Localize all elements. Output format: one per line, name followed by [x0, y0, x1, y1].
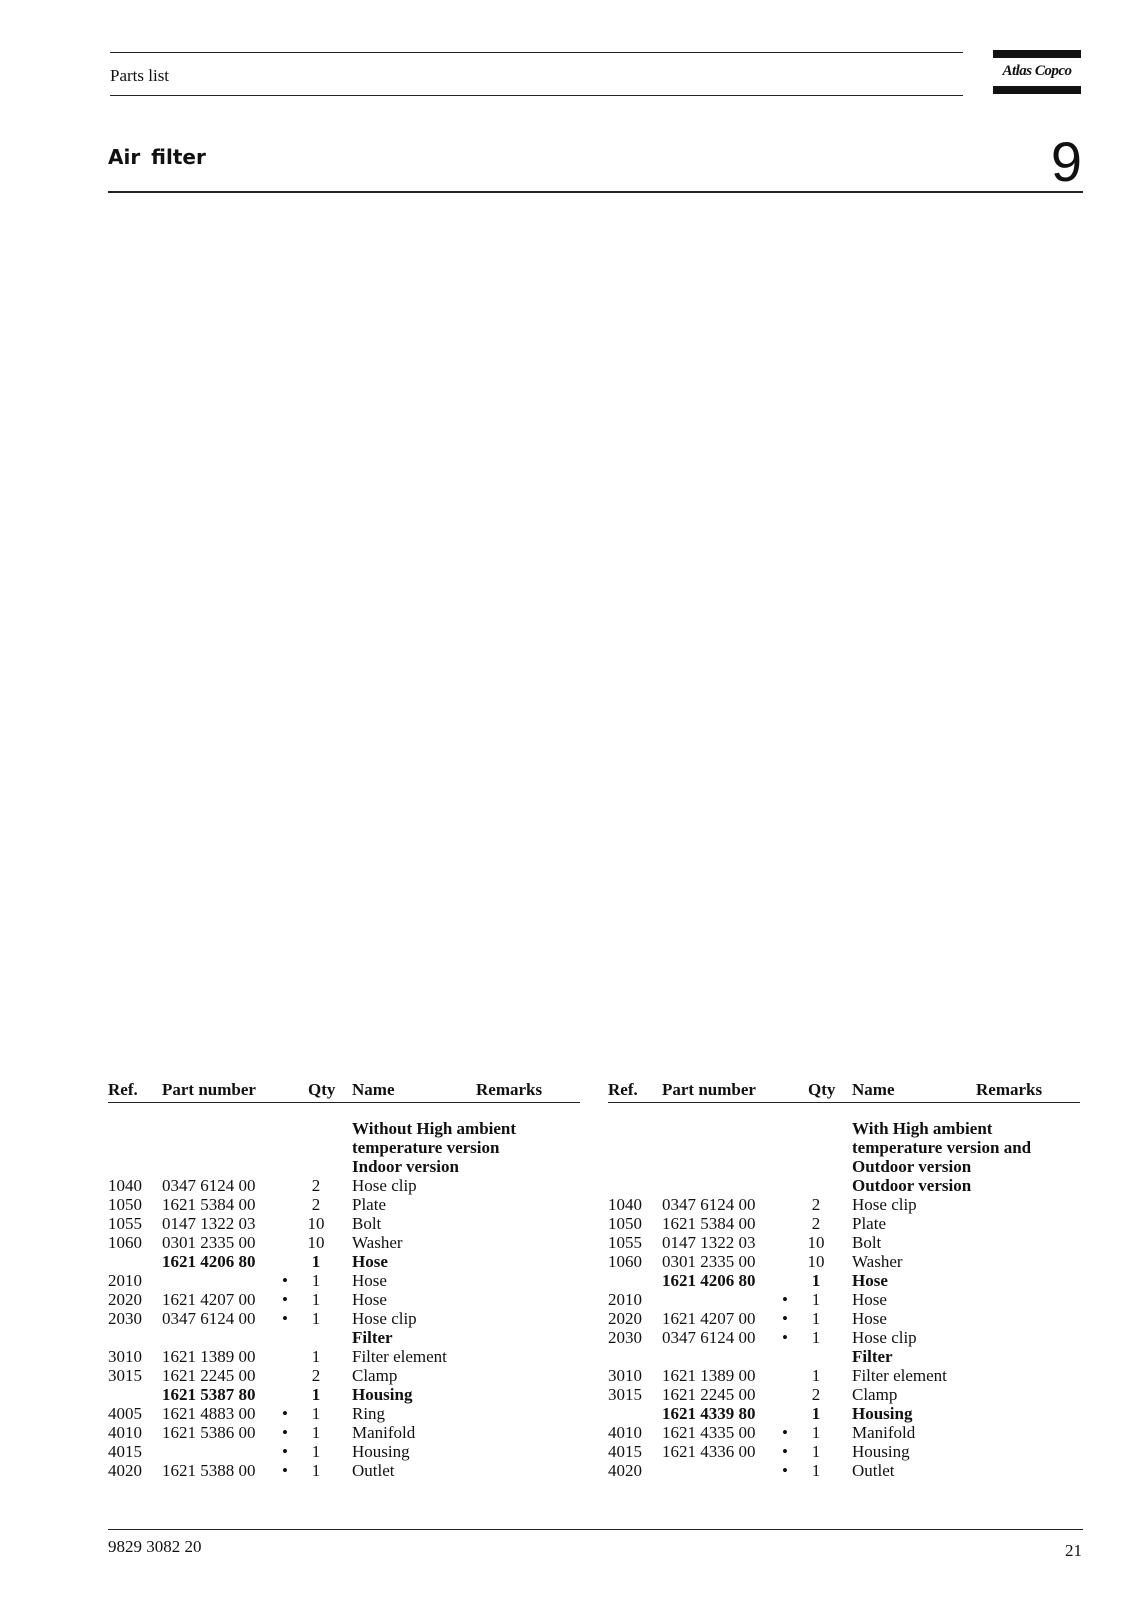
row-qty: 2	[311, 1176, 321, 1195]
parts-table-right	[608, 1080, 1080, 1480]
table-row	[608, 1138, 1080, 1157]
table-row	[608, 1252, 1080, 1271]
table-row	[108, 1366, 580, 1385]
header-bottom-rule	[110, 95, 963, 96]
table-header	[108, 1080, 580, 1103]
row-name: Plate	[852, 1214, 886, 1233]
row-part-number: 1621 4335 00	[662, 1423, 756, 1442]
table-row	[608, 1423, 1080, 1442]
row-ref: 2030	[108, 1309, 142, 1328]
row-qty: 1	[811, 1290, 821, 1309]
row-part-number: 1621 5384 00	[662, 1214, 756, 1233]
row-part-number: 1621 4339 80	[662, 1404, 756, 1423]
table-row	[108, 1461, 580, 1480]
row-name: Manifold	[352, 1423, 416, 1442]
table-row	[108, 1328, 580, 1347]
row-ref: 4005	[108, 1404, 142, 1423]
table-row	[608, 1214, 1080, 1233]
row-qty: 1	[811, 1271, 821, 1290]
row-part-number: 0301 2335 00	[662, 1252, 756, 1271]
col-remarks-header: Remarks	[476, 1080, 543, 1099]
row-qty: 1	[311, 1271, 321, 1290]
row-name: Plate	[352, 1195, 386, 1214]
row-part-number: 1621 4207 00	[162, 1290, 256, 1309]
row-part-number: 0347 6124 00	[162, 1309, 256, 1328]
row-name: Hose clip	[352, 1309, 417, 1328]
row-name: Hose clip	[852, 1195, 917, 1214]
row-bullet: •	[282, 1442, 288, 1461]
row-qty: 1	[811, 1328, 821, 1347]
row-qty: 2	[311, 1195, 321, 1214]
table-header	[608, 1080, 1080, 1103]
col-name-header: Name	[852, 1080, 895, 1099]
row-qty: 1	[811, 1423, 821, 1442]
row-ref: 2010	[108, 1271, 142, 1290]
row-qty: 2	[811, 1214, 821, 1233]
row-ref: 1055	[108, 1214, 142, 1233]
parts-table-left	[108, 1080, 580, 1480]
row-ref: 3015	[608, 1385, 642, 1404]
table-row	[108, 1309, 580, 1328]
row-name: Hose	[852, 1309, 887, 1328]
row-bullet: •	[782, 1328, 788, 1347]
row-name: Hose clip	[352, 1176, 417, 1195]
table-row	[608, 1404, 1080, 1423]
row-name: Clamp	[852, 1385, 898, 1404]
row-bullet: •	[282, 1404, 288, 1423]
row-qty: 1	[811, 1366, 821, 1385]
table-row	[108, 1385, 580, 1404]
row-name: Manifold	[852, 1423, 916, 1442]
col-qty-header: Qty	[808, 1080, 836, 1099]
row-part-number: 1621 5388 00	[162, 1461, 256, 1480]
table-row	[608, 1271, 1080, 1290]
col-name-header: Name	[352, 1080, 395, 1099]
row-ref: 1040	[608, 1195, 642, 1214]
row-name: Washer	[352, 1233, 403, 1252]
table-row	[108, 1233, 580, 1252]
row-qty: 1	[311, 1442, 321, 1461]
row-ref: 2030	[608, 1328, 642, 1347]
table-row	[108, 1138, 580, 1157]
table-row	[608, 1442, 1080, 1461]
col-part-number-header: Part number	[662, 1080, 756, 1099]
row-part-number: 1621 2245 00	[162, 1366, 256, 1385]
row-name: Bolt	[352, 1214, 382, 1233]
table-row	[608, 1461, 1080, 1480]
row-bullet: •	[782, 1290, 788, 1309]
table-row	[608, 1328, 1080, 1347]
row-ref: 1050	[108, 1195, 142, 1214]
table-row	[608, 1309, 1080, 1328]
row-qty: 1	[311, 1461, 321, 1480]
row-name: With High ambient	[852, 1119, 993, 1138]
row-qty: 2	[811, 1195, 821, 1214]
row-ref: 1050	[608, 1214, 642, 1233]
table-row	[108, 1195, 580, 1214]
row-name: Hose	[352, 1271, 387, 1290]
row-name: Hose	[852, 1271, 888, 1290]
row-qty: 1	[811, 1404, 821, 1423]
col-part-number-header: Part number	[162, 1080, 256, 1099]
table-row	[608, 1347, 1080, 1366]
row-name: temperature version	[352, 1138, 500, 1157]
col-qty-header: Qty	[308, 1080, 336, 1099]
row-ref: 1060	[608, 1252, 642, 1271]
row-ref: 1040	[108, 1176, 142, 1195]
row-qty: 10	[307, 1214, 325, 1233]
row-part-number: 0147 1322 03	[662, 1233, 756, 1252]
row-qty: 1	[311, 1347, 321, 1366]
row-qty: 2	[311, 1366, 321, 1385]
row-bullet: •	[782, 1461, 788, 1480]
logo-text: Atlas Copco	[1002, 63, 1072, 79]
row-part-number: 0147 1322 03	[162, 1214, 256, 1233]
row-bullet: •	[282, 1423, 288, 1442]
logo-bar-top	[993, 50, 1081, 58]
row-name: Washer	[852, 1252, 903, 1271]
page-title: Air filter	[108, 145, 206, 169]
table-row	[108, 1347, 580, 1366]
row-bullet: •	[282, 1461, 288, 1480]
row-name: Outdoor version	[852, 1157, 972, 1176]
col-ref-header: Ref.	[108, 1080, 138, 1099]
table-row	[108, 1119, 580, 1138]
row-name: Hose clip	[852, 1328, 917, 1347]
row-part-number: 1621 1389 00	[162, 1347, 256, 1366]
table-row	[108, 1423, 580, 1442]
row-qty: 1	[311, 1252, 321, 1271]
row-ref: 4020	[608, 1461, 642, 1480]
row-part-number: 1621 5387 80	[162, 1385, 256, 1404]
atlas-copco-logo	[993, 50, 1081, 94]
row-name: Hose	[352, 1252, 388, 1271]
row-qty: 1	[311, 1290, 321, 1309]
row-part-number: 1621 4207 00	[662, 1309, 756, 1328]
logo-bar-bottom	[993, 86, 1081, 94]
row-part-number: 0347 6124 00	[162, 1176, 256, 1195]
table-row	[108, 1176, 580, 1195]
row-bullet: •	[282, 1290, 288, 1309]
table-row	[608, 1290, 1080, 1309]
row-name: Outdoor version	[852, 1176, 972, 1195]
row-name: Filter	[852, 1347, 893, 1366]
row-ref: 4010	[608, 1423, 642, 1442]
section-label: Parts list	[110, 66, 170, 85]
table-row	[608, 1119, 1080, 1138]
row-ref: 2010	[608, 1290, 642, 1309]
row-name: Housing	[352, 1385, 413, 1404]
row-qty: 10	[807, 1252, 825, 1271]
row-name: Housing	[852, 1442, 910, 1461]
table-row	[108, 1157, 580, 1176]
table-row	[608, 1233, 1080, 1252]
row-bullet: •	[282, 1271, 288, 1290]
table-row	[608, 1366, 1080, 1385]
table-row	[608, 1385, 1080, 1404]
row-bullet: •	[282, 1309, 288, 1328]
row-name: Indoor version	[352, 1157, 459, 1176]
row-part-number: 1621 5386 00	[162, 1423, 256, 1442]
table-row	[108, 1290, 580, 1309]
title-rule	[108, 191, 1083, 193]
table-body	[108, 1119, 580, 1480]
table-row	[608, 1195, 1080, 1214]
row-qty: 1	[311, 1309, 321, 1328]
document-number: 9829 3082 20	[108, 1537, 202, 1556]
row-name: Filter element	[352, 1347, 447, 1366]
row-name: Filter	[352, 1328, 393, 1347]
row-qty: 1	[811, 1309, 821, 1328]
row-ref: 4020	[108, 1461, 142, 1480]
row-qty: 1	[311, 1404, 321, 1423]
row-part-number: 1621 4883 00	[162, 1404, 256, 1423]
row-name: Bolt	[852, 1233, 882, 1252]
row-name: Housing	[852, 1404, 913, 1423]
row-ref: 1060	[108, 1233, 142, 1252]
table-row	[108, 1271, 580, 1290]
row-name: temperature version and	[852, 1138, 1032, 1157]
col-remarks-header: Remarks	[976, 1080, 1043, 1099]
row-qty: 1	[811, 1461, 821, 1480]
row-name: Without High ambient	[352, 1119, 517, 1138]
chapter-number: 9	[1050, 130, 1082, 193]
row-name: Hose	[352, 1290, 387, 1309]
row-qty: 10	[307, 1233, 325, 1252]
row-ref: 3010	[608, 1366, 642, 1385]
row-name: Housing	[352, 1442, 410, 1461]
page-number: 21	[1065, 1541, 1082, 1560]
row-ref: 3015	[108, 1366, 142, 1385]
footer-rule	[108, 1529, 1083, 1530]
header-top-rule	[110, 52, 963, 53]
row-ref: 4010	[108, 1423, 142, 1442]
row-qty: 1	[811, 1442, 821, 1461]
row-name: Ring	[352, 1404, 386, 1423]
row-part-number: 1621 4206 80	[662, 1271, 756, 1290]
row-part-number: 0301 2335 00	[162, 1233, 256, 1252]
row-name: Outlet	[352, 1461, 395, 1480]
row-name: Outlet	[852, 1461, 895, 1480]
row-part-number: 1621 5384 00	[162, 1195, 256, 1214]
row-ref: 4015	[108, 1442, 142, 1461]
table-row	[108, 1252, 580, 1271]
row-name: Clamp	[352, 1366, 398, 1385]
row-part-number: 1621 4336 00	[662, 1442, 756, 1461]
table-row	[108, 1442, 580, 1461]
row-qty: 1	[311, 1385, 321, 1404]
row-name: Filter element	[852, 1366, 947, 1385]
row-part-number: 1621 2245 00	[662, 1385, 756, 1404]
row-bullet: •	[782, 1423, 788, 1442]
table-row	[608, 1176, 1080, 1195]
table-body	[608, 1119, 1080, 1480]
row-part-number: 1621 1389 00	[662, 1366, 756, 1385]
row-name: Hose	[852, 1290, 887, 1309]
row-part-number: 0347 6124 00	[662, 1328, 756, 1347]
row-ref: 4015	[608, 1442, 642, 1461]
row-qty: 1	[311, 1423, 321, 1442]
row-qty: 2	[811, 1385, 821, 1404]
table-row	[108, 1214, 580, 1233]
table-row	[608, 1157, 1080, 1176]
row-ref: 3010	[108, 1347, 142, 1366]
table-row	[108, 1404, 580, 1423]
row-part-number: 1621 4206 80	[162, 1252, 256, 1271]
row-part-number: 0347 6124 00	[662, 1195, 756, 1214]
row-ref: 2020	[608, 1309, 642, 1328]
row-bullet: •	[782, 1442, 788, 1461]
row-qty: 10	[807, 1233, 825, 1252]
row-bullet: •	[782, 1309, 788, 1328]
col-ref-header: Ref.	[608, 1080, 638, 1099]
row-ref: 2020	[108, 1290, 142, 1309]
row-ref: 1055	[608, 1233, 642, 1252]
